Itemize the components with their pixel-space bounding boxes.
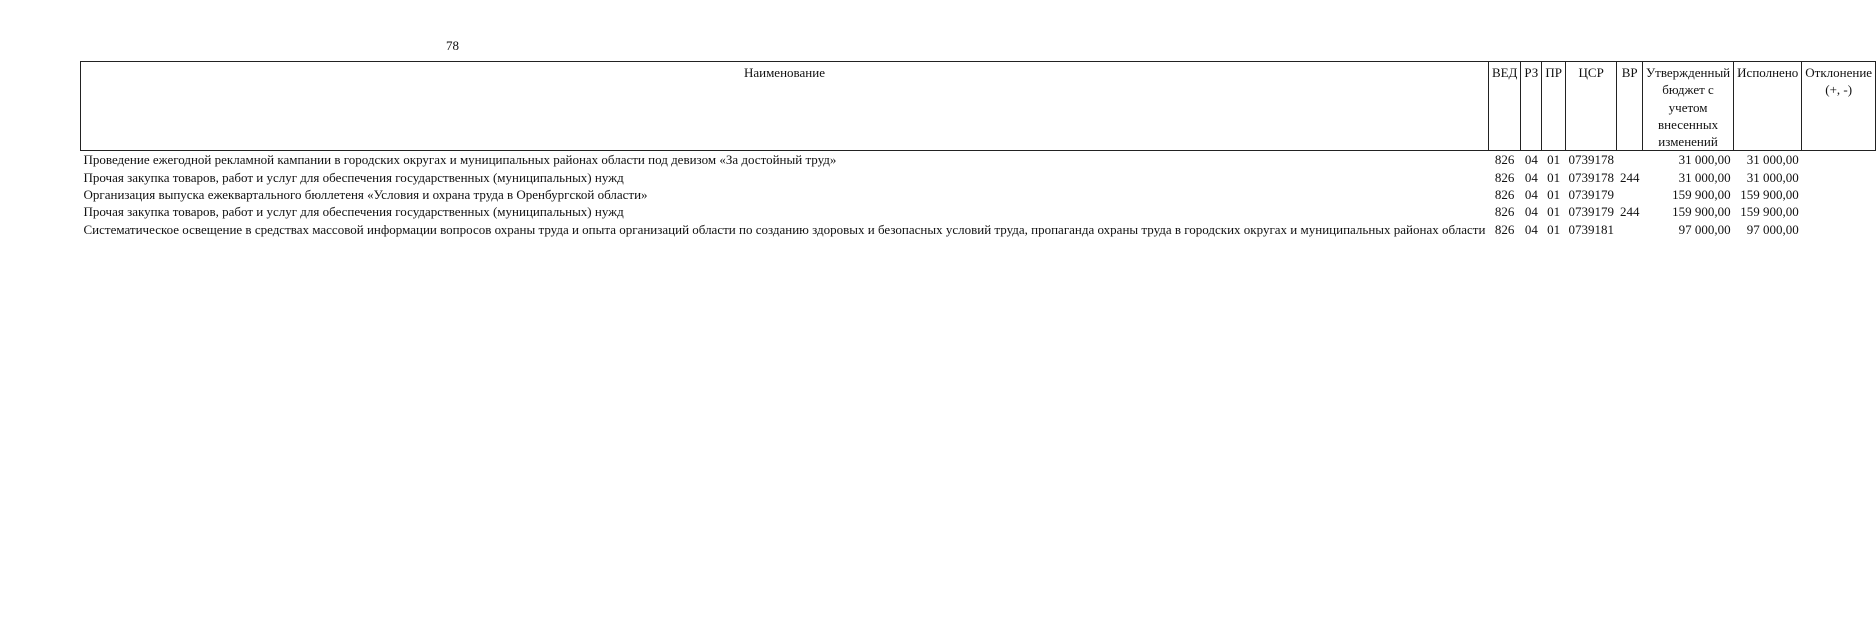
row-deviation [1802,151,1876,169]
header-name: Наименование [81,62,1489,151]
row-name: Прочая закупка товаров, работ и услуг для обеспечения государственных (муниципальных) нужд [83,169,624,185]
row-approved: 31 000,00 [1678,169,1731,185]
header-deviation: Отклонение (+, -) [1802,62,1876,151]
table-header-row [81,62,1876,151]
row-executed: 31 000,00 [1746,152,1799,168]
row-pr: 01 [1547,169,1561,185]
row-csr: 0739178 [1568,169,1614,185]
row-approved: 159 900,00 [1672,187,1731,203]
row-name: Систематическое освещение в средствах массовой информации вопросов охраны труда и опыта организаций области по созданию здоровых и безопасных условий труда, пропаганда охраны труда в городских округах и муниципальных районах области [83,221,1486,237]
budget-execution-table [80,61,1876,238]
row-ved: 826 [1494,187,1515,203]
row-csr: 0739179 [1568,204,1614,220]
row-pr: 01 [1547,187,1561,203]
header-pr: ПР [1542,62,1566,151]
table-row [81,221,1876,238]
row-vr: 244 [1619,204,1640,220]
row-deviation [1802,221,1876,238]
row-approved: 97 000,00 [1678,221,1731,237]
row-executed: 31 000,00 [1746,169,1799,185]
row-approved: 31 000,00 [1678,152,1731,168]
row-csr: 0739178 [1568,152,1614,168]
row-rz: 04 [1524,152,1538,168]
row-rz: 04 [1524,169,1538,185]
row-rz: 04 [1524,204,1538,220]
row-pr: 01 [1547,221,1561,237]
row-deviation [1802,169,1876,186]
row-csr: 0739179 [1568,187,1614,203]
header-ved: ВЕД [1488,62,1520,151]
header-rz: РЗ [1521,62,1542,151]
row-executed: 97 000,00 [1746,221,1799,237]
row-ved: 826 [1494,204,1515,220]
row-executed: 159 900,00 [1740,204,1799,220]
row-deviation [1802,186,1876,203]
table-row [81,169,1876,186]
table-row [81,151,1876,169]
row-vr [1617,221,1643,238]
header-approved: Утвержденный бюджет с учетом внесенных изменений [1642,62,1733,151]
row-rz: 04 [1524,187,1538,203]
table-row [81,203,1876,220]
page-number: 78 [446,38,459,53]
row-ved: 826 [1494,221,1515,237]
row-name: Проведение ежегодной рекламной кампании в городских округах и муниципальных районах области под девизом «За достойный труд» [83,152,837,168]
row-name: Прочая закупка товаров, работ и услуг для обеспечения государственных (муниципальных) нужд [83,204,624,220]
header-csr: ЦСР [1565,62,1617,151]
row-pr: 01 [1547,152,1561,168]
row-vr: 244 [1619,169,1640,185]
row-deviation [1802,203,1876,220]
row-vr [1617,186,1643,203]
header-executed: Исполнено [1734,62,1802,151]
row-pr: 01 [1547,204,1561,220]
row-ved: 826 [1494,152,1515,168]
row-executed: 159 900,00 [1740,187,1799,203]
table-row [81,186,1876,203]
header-vr: ВР [1617,62,1643,151]
row-rz: 04 [1524,221,1538,237]
row-ved: 826 [1494,169,1515,185]
row-approved: 159 900,00 [1672,204,1731,220]
row-vr [1617,151,1643,169]
row-csr: 0739181 [1568,221,1614,237]
row-name: Организация выпуска ежеквартального бюллетеня «Условия и охрана труда в Оренбургской области» [83,187,648,203]
